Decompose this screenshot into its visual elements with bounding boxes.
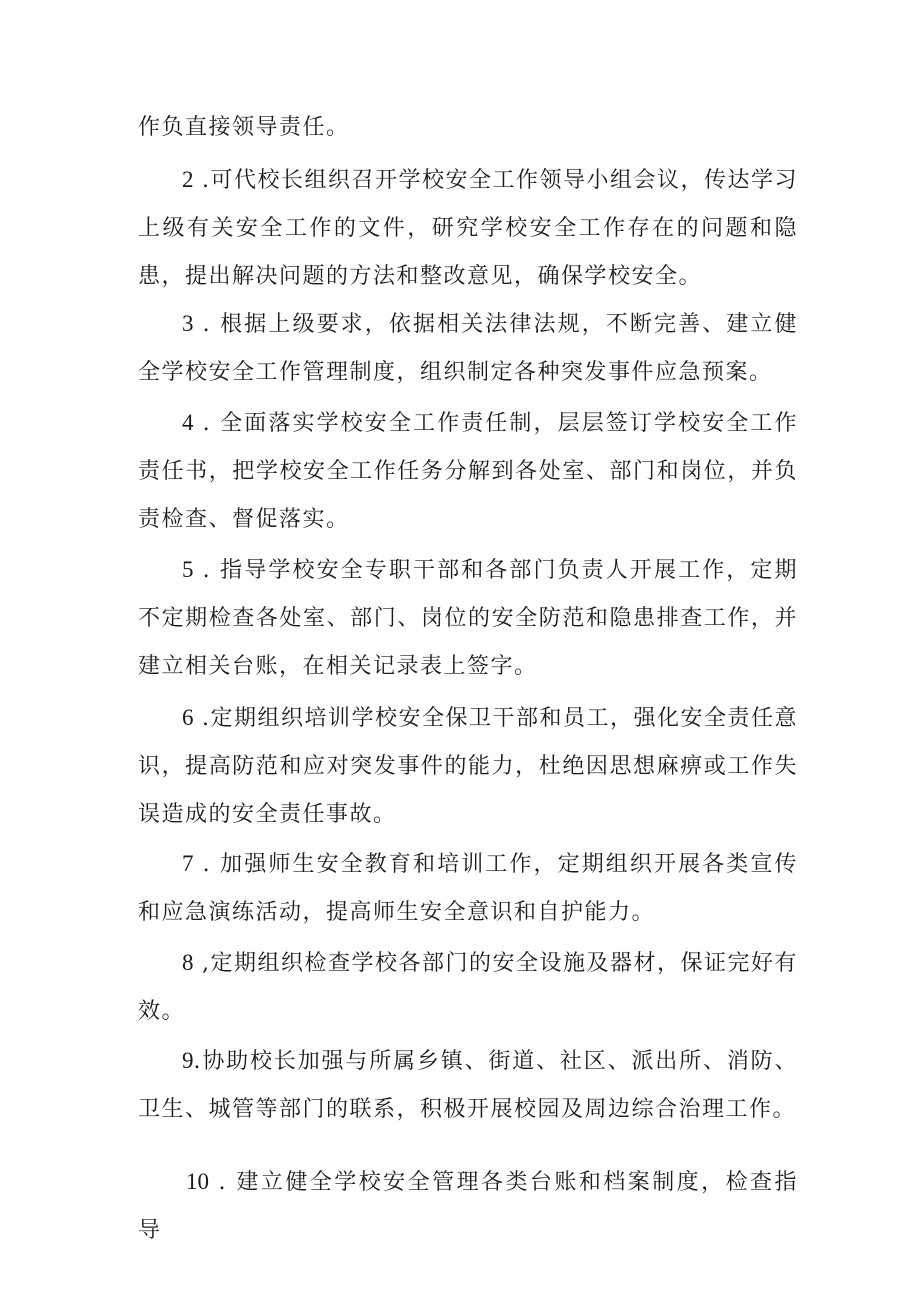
paragraph-text: . 指导学校安全专职干部和各部门负责人开展工作，定期不定期检查各处室、部门、岗位的安全防范和隐患排查工作，并建立相关台账，在相关记录表上签字。 — [138, 558, 798, 679]
paragraph-item-4 — [138, 399, 798, 544]
paragraph-item-3 — [138, 300, 798, 397]
item-number: 9 — [182, 1048, 194, 1073]
paragraph-text: . 全面落实学校安全工作责任制，层层签订学校安全工作责任书，把学校安全工作任务分解到各处室、部门和岗位，并负责检查、督促落实。 — [138, 411, 798, 532]
paragraph-text: . 加强师生安全教育和培训工作，定期组织开展各类宣传和应急演练活动，提高师生安全意识和自护能力。 — [138, 852, 798, 925]
item-number: 8 — [182, 950, 194, 975]
paragraph-text: . 建立健全学校安全管理各类台账和档案制度，检查指导 — [138, 1170, 798, 1243]
paragraph-item-9 — [138, 1037, 798, 1134]
paragraph-item-2 — [138, 156, 798, 301]
paragraph-1-continuation — [138, 104, 798, 152]
item-number: 4 — [182, 410, 194, 435]
item-number: 3 — [182, 311, 194, 336]
paragraph-text: 作负直接领导责任。 — [138, 115, 350, 140]
item-number: 7 — [182, 851, 194, 876]
paragraph-item-5 — [138, 546, 798, 691]
paragraph-text: . 根据上级要求，依据相关法律法规，不断完善、建立健全学校安全工作管理制度，组织制定各种突发事件应急预案。 — [138, 312, 798, 385]
item-number: 6 — [182, 705, 194, 730]
paragraph-text: .可代校长组织召开学校安全工作领导小组会议，传达学习上级有关安全工作的文件，研究学校安全工作存在的问题和隐患，提出解决问题的方法和整改意见，确保学校安全。 — [138, 168, 798, 289]
paragraph-text: .协助校长加强与所属乡镇、街道、社区、派出所、消防、卫生、城管等部门的联系，积极开展校园及周边综合治理工作。 — [138, 1049, 798, 1122]
paragraph-item-8 — [138, 939, 798, 1036]
item-number: 5 — [182, 557, 194, 582]
paragraph-text: ,定期组织检查学校各部门的安全设施及器材，保证完好有效。 — [138, 951, 798, 1024]
item-number: 2 — [182, 167, 194, 192]
paragraph-item-6 — [138, 694, 798, 839]
paragraph-text: .定期组织培训学校安全保卫干部和员工，强化安全责任意识，提高防范和应对突发事件的能力，杜绝因思想麻痹或工作失误造成的安全责任事故。 — [138, 706, 798, 827]
paragraph-item-10 — [138, 1158, 798, 1255]
paragraph-item-7 — [138, 840, 798, 937]
item-number: 10 — [186, 1169, 209, 1194]
